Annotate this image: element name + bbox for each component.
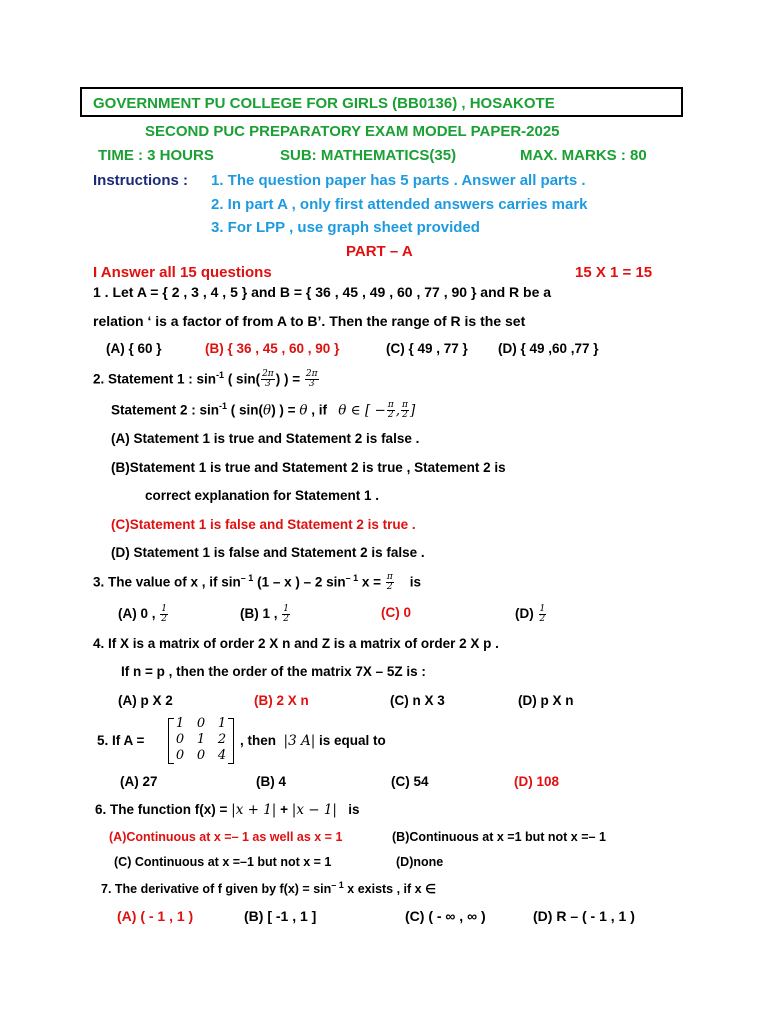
q2-option-d: (D) Statement 1 is false and Statement 2 is false . (111, 545, 425, 560)
q4-option-d: (D) p X n (518, 693, 574, 708)
q1-option-c: (C) { 49 , 77 } (386, 341, 468, 356)
q4-option-b: (B) 2 X n (254, 693, 309, 708)
q1-line-2: relation ‘ is a factor of from A to B’. Then the range of R is the set (93, 313, 526, 329)
fraction-pi-2: $\frac{\pi}{2}$ (386, 572, 393, 593)
q7-option-d: (D) R – ( - 1 , 1 ) (533, 908, 635, 924)
q1-option-b: (B) { 36 , 45 , 60 , 90 } (205, 341, 340, 356)
q4-option-a: (A) p X 2 (118, 693, 173, 708)
exam-subject: SUB: MATHEMATICS(35) (280, 147, 457, 164)
q5-prefix: 5. If A = (97, 733, 145, 748)
q7-option-c: (C) ( - ∞ , ∞ ) (405, 908, 486, 924)
q3-option-d: (D) $\frac{1}{2}$ (515, 604, 546, 624)
q7-option-a: (A) ( - 1 , 1 ) (117, 908, 194, 924)
q5-suffix: , then |3 A| is equal to (240, 733, 386, 749)
q2-option-b-line-1: (B)Statement 1 is true and Statement 2 is true , Statement 2 is (111, 460, 506, 475)
instruction-1: 1. The question paper has 5 parts . Answer all parts . (211, 172, 586, 189)
q6-option-b: (B)Continuous at x =1 but not x =– 1 (392, 830, 606, 844)
q2-option-c: (C)Statement 1 is false and Statement 2 is true . (111, 517, 416, 532)
q3-option-a: (A) 0 , $\frac{1}{2}$ (118, 604, 168, 624)
college-name: GOVERNMENT PU COLLEGE FOR GIRLS (BB0136) , HOSAKOTE (93, 95, 555, 112)
q3-option-c: (C) 0 (381, 605, 411, 620)
q4-option-c: (C) n X 3 (390, 693, 445, 708)
q2-option-a: (A) Statement 1 is true and Statement 2 is false . (111, 431, 420, 446)
q4-line-1: 4. If X is a matrix of order 2 X n and Z is a matrix of order 2 X p . (93, 636, 499, 651)
fraction-1-2: $\frac{1}{2}$ (283, 604, 290, 624)
instructions-label: Instructions : (93, 172, 189, 189)
fraction-pi-2: $\frac{\pi}{2}$ (402, 400, 408, 421)
fraction-1-2: $\frac{1}{2}$ (161, 604, 168, 624)
q6-option-d: (D)none (396, 855, 444, 869)
section-title: I Answer all 15 questions (93, 264, 272, 281)
q5-option-d: (D) 108 (514, 774, 560, 789)
q5-option-c: (C) 54 (391, 774, 429, 789)
matrix-cell: 0 (196, 748, 206, 763)
fraction-2pi-3: $\frac{2\pi}{3}$ (262, 369, 274, 390)
q1-option-d: (D) { 49 ,60 ,77 } (498, 341, 599, 356)
q6-text: 6. The function f(x) = |x + 1| + |x − 1| is (95, 802, 360, 818)
q6-option-a: (A)Continuous at x =– 1 as well as x = 1 (109, 830, 343, 844)
q7-option-b: (B) [ -1 , 1 ] (244, 908, 317, 924)
q4-line-2: If n = p , then the order of the matrix 7X – 5Z is : (121, 664, 426, 679)
q2-statement-1: 2. Statement 1 : $\sin^{-1}$ ( sin( $\frac{2\pi}{3}$ ) ) = $\frac{2\pi}{3}$ (93, 369, 318, 390)
matrix-cell: 1 (175, 716, 185, 731)
section-marks: 15 X 1 = 15 (575, 264, 653, 281)
q5-option-b: (B) 4 (256, 774, 286, 789)
q2-option-b-line-2: correct explanation for Statement 1 . (145, 488, 380, 503)
q3-option-b: (B) 1 , $\frac{1}{2}$ (240, 604, 290, 624)
matrix-a (168, 716, 234, 764)
matrix-cell: 0 (196, 716, 206, 731)
exam-title: SECOND PUC PREPARATORY EXAM MODEL PAPER-2025 (145, 123, 560, 140)
q5-option-a: (A) 27 (120, 774, 158, 789)
q6-option-c: (C) Continuous at x =–1 but not x = 1 (114, 855, 332, 869)
matrix-cell: 1 (196, 732, 206, 747)
q2-statement-2: Statement 2 : $\sin^{-1}$ ( sin(θ) ) = θ , if θ ∈ [ − $\frac{\pi}{2}$ , $\frac{\pi}{2}$ ] (111, 400, 416, 421)
matrix-cell: 0 (175, 732, 185, 747)
instruction-3: 3. For LPP , use graph sheet provided (211, 219, 480, 236)
q1-line-1: 1 . Let A = { 2 , 3 , 4 , 5 } and B = { 36 , 45 , 49 , 60 , 77 , 90 } and R be a (93, 284, 552, 300)
matrix-cell: 0 (175, 748, 185, 763)
fraction-2pi-3: $\frac{2\pi}{3}$ (305, 369, 318, 390)
part-a-heading: PART – A (346, 243, 413, 260)
matrix-cell: 1 (217, 716, 227, 731)
q7-text: 7. The derivative of f given by $f(x) = \sin^{- 1} x$ exists , if x ∈ (101, 880, 436, 897)
q1-option-a: (A) { 60 } (106, 341, 162, 356)
instruction-2: 2. In part A , only first attended answers carries mark (211, 196, 588, 213)
exam-max-marks: MAX. MARKS : 80 (520, 147, 647, 164)
matrix-cell: 2 (217, 732, 227, 747)
fraction-pi-2: $\frac{\pi}{2}$ (387, 400, 394, 421)
exam-time: TIME : 3 HOURS (98, 147, 214, 164)
fraction-1-2: $\frac{1}{2}$ (539, 604, 546, 624)
matrix-cell: 4 (217, 748, 227, 763)
q3-text: 3. The value of x , if $\sin^{- 1} (1$ – x ) – 2 $\sin^{- 1} x$ = $\frac{\pi}{2}$ is (93, 572, 422, 593)
